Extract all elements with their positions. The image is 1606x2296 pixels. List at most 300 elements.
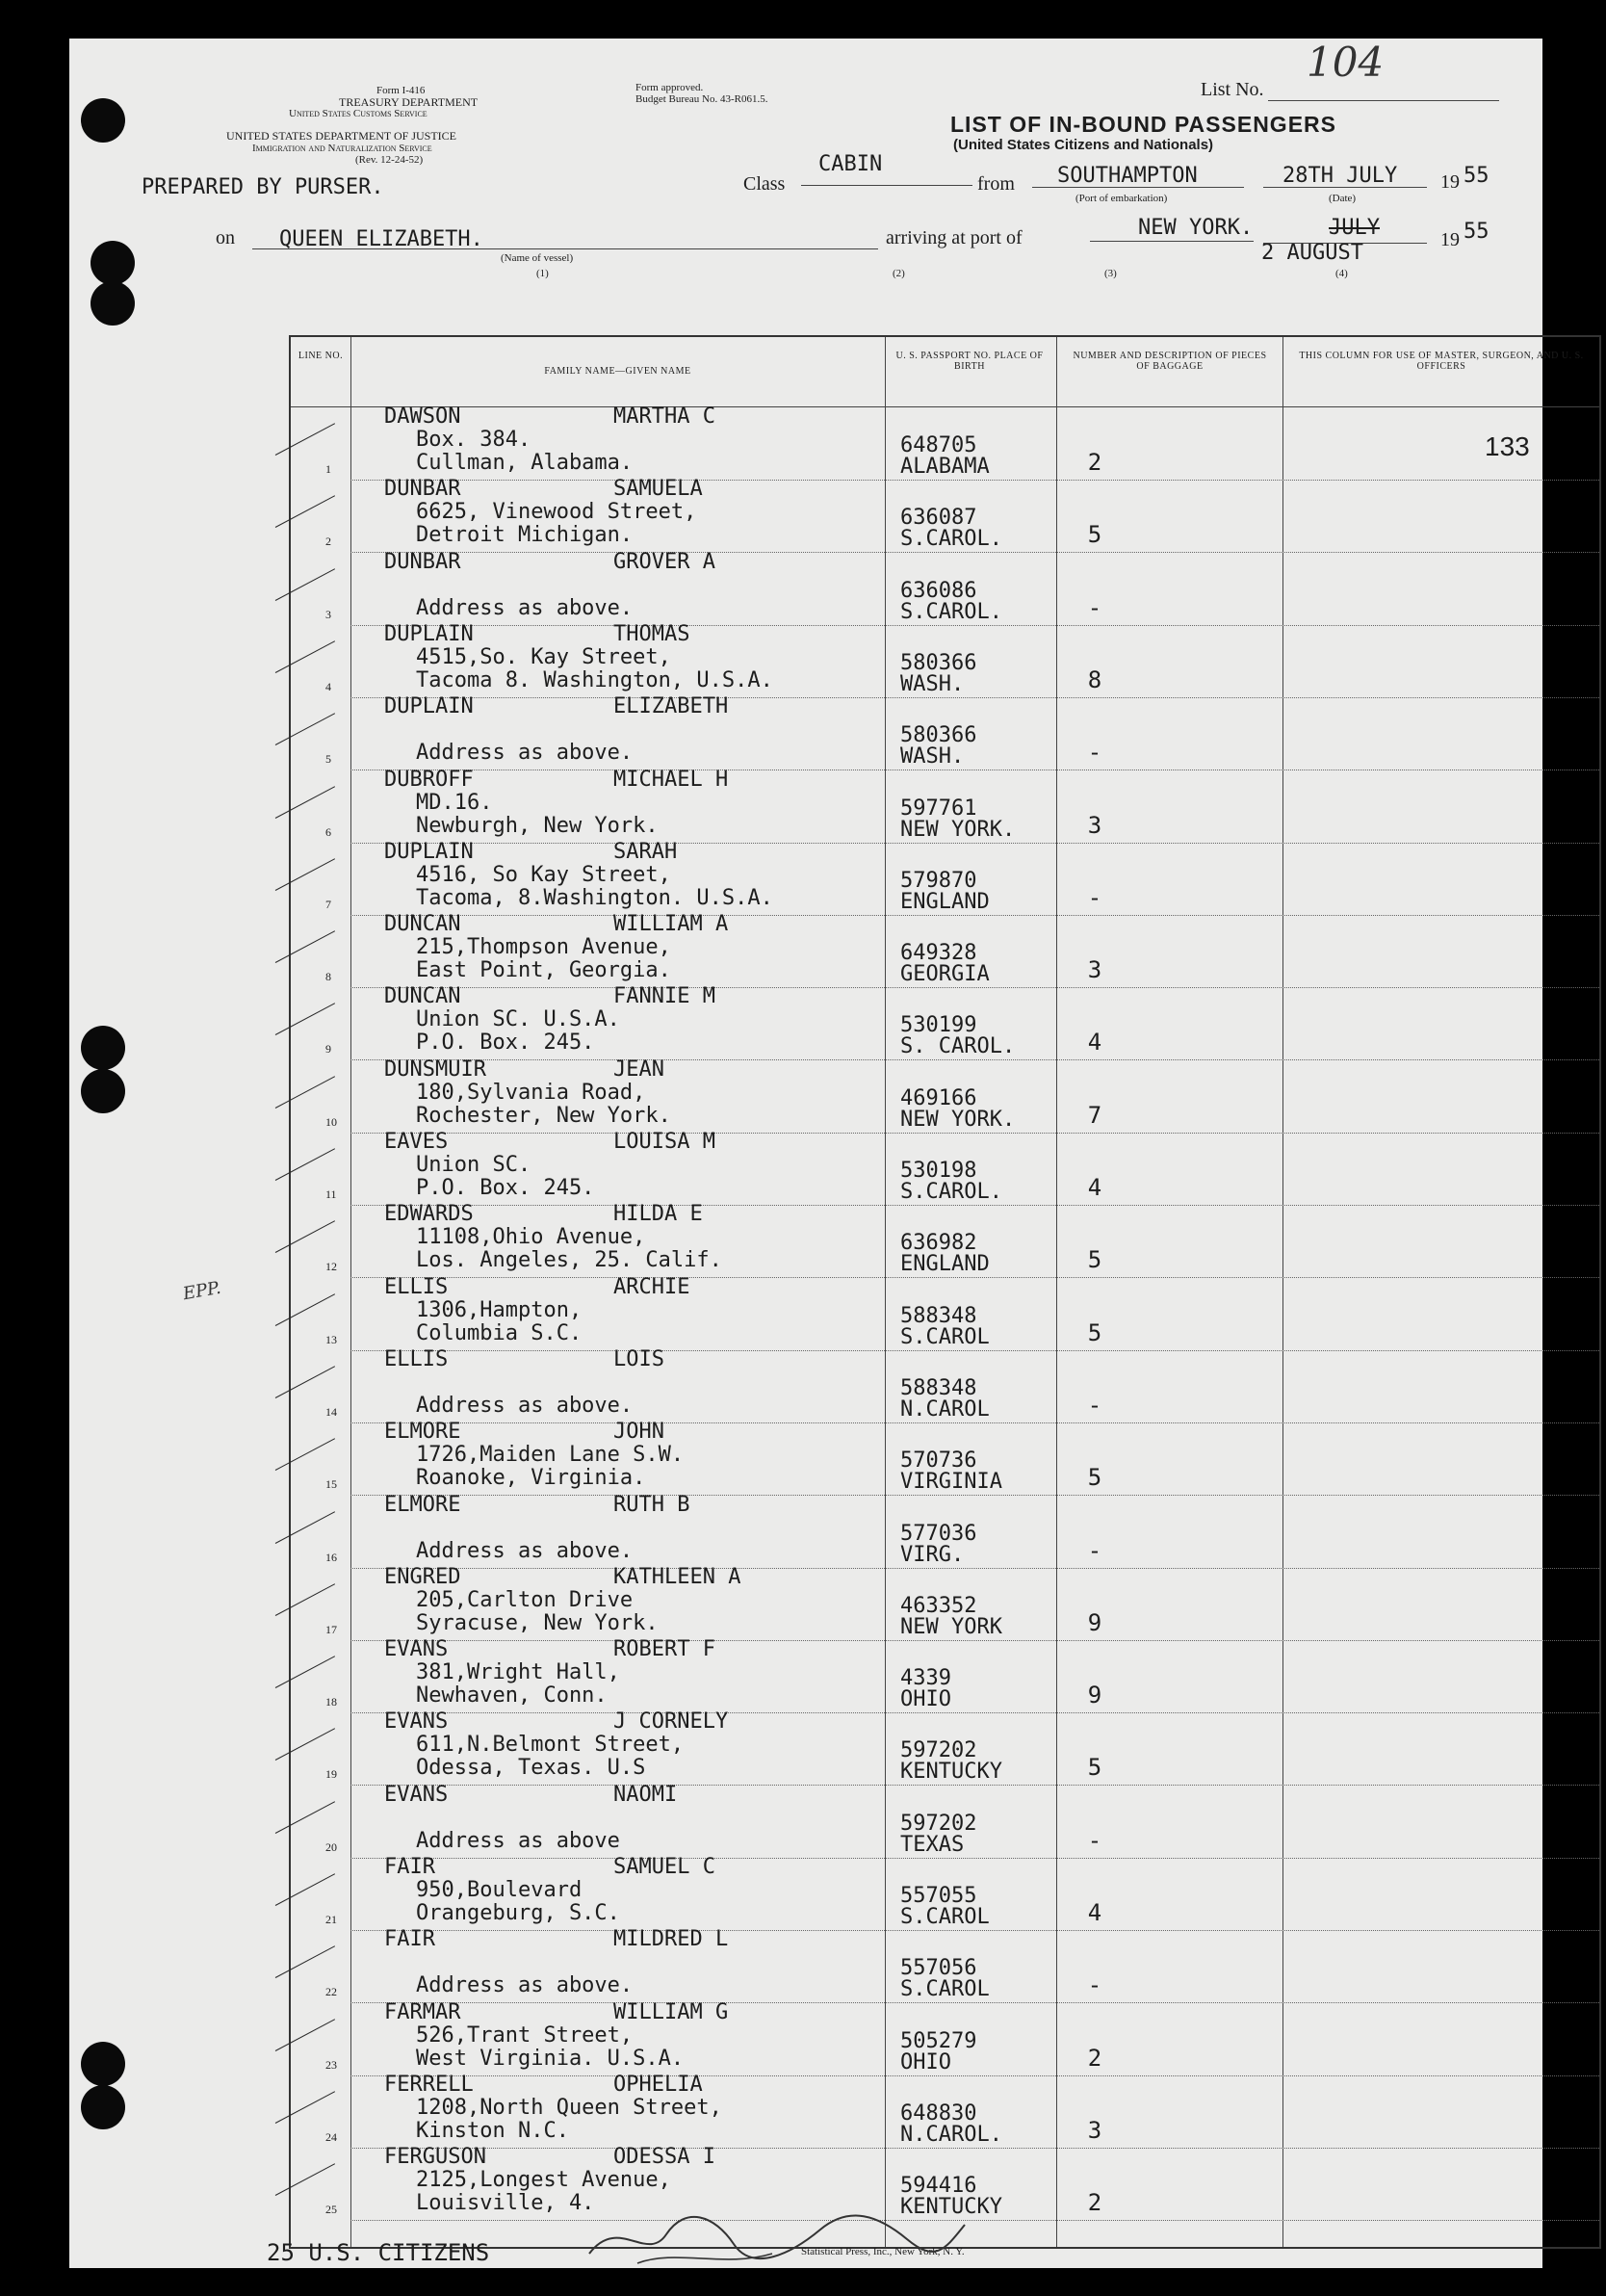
header-passport: U. S. PASSPORT NO. PLACE OF BIRTH: [895, 351, 1044, 372]
line-number: 24: [325, 2129, 337, 2144]
family-name: ENGRED: [384, 1564, 461, 1589]
arrival-date: 2 AUGUST: [1261, 241, 1363, 265]
family-name: DUNBAR: [384, 477, 461, 502]
passport-number: 636087: [900, 506, 977, 531]
family-name: EVANS: [384, 1637, 449, 1662]
passport-number: 577036: [900, 1521, 977, 1546]
passport-number: 597202: [900, 1738, 977, 1763]
family-name: FAIR: [384, 1855, 435, 1879]
total-citizens: 25 U.S. CITIZENS: [267, 2239, 490, 2266]
check-mark: [275, 1076, 335, 1109]
table-row: [291, 984, 1599, 1060]
table-row: [291, 839, 1599, 916]
place-of-birth: VIRG.: [900, 1542, 965, 1567]
family-name: DUNSMUIR: [384, 1057, 486, 1082]
header-officers: THIS COLUMN FOR USE OF MASTER, SURGEON, AND U. S. OFFICERS: [1299, 351, 1584, 372]
caption-3: (3): [1104, 268, 1117, 279]
punch-hole: [91, 281, 135, 326]
line-number: 25: [325, 2203, 337, 2217]
date-caption: (Date): [1329, 193, 1357, 204]
passport-number: 636982: [900, 1231, 977, 1256]
approved-note: Form approved.: [635, 82, 704, 93]
passport-number: 469166: [900, 1085, 977, 1110]
port-line: [1090, 241, 1254, 242]
address-line-1: 381,Wright Hall,: [416, 1660, 620, 1685]
baggage-count: 2: [1087, 2044, 1102, 2072]
address-line-1: 4516, So Kay Street,: [416, 862, 671, 887]
address-line-2: P.O. Box. 245.: [416, 1176, 595, 1200]
passport-number: 530199: [900, 1013, 977, 1038]
given-name: JOHN: [613, 1420, 664, 1445]
table-row: [291, 1202, 1599, 1278]
given-name: SAMUELA: [613, 477, 703, 502]
given-name: SAMUEL C: [613, 1855, 715, 1879]
place-of-birth: GEORGIA: [900, 962, 990, 987]
place-of-birth: NEW YORK.: [900, 817, 1016, 842]
arrival-port: NEW YORK.: [1138, 216, 1254, 240]
given-name: J CORNELY: [613, 1709, 729, 1735]
vessel-name: QUEEN ELIZABETH.: [279, 227, 483, 251]
line-number: 16: [325, 1550, 337, 1564]
line-number: 2: [325, 535, 331, 549]
table-row: [291, 549, 1599, 626]
place-of-birth: N.CAROL.: [900, 2122, 1002, 2147]
table-row: [291, 1274, 1599, 1351]
check-mark: [275, 1293, 335, 1326]
passport-number: 505279: [900, 2028, 977, 2053]
address-line-1: Box. 384.: [416, 428, 531, 452]
header-name: FAMILY NAME—GIVEN NAME: [544, 366, 691, 377]
check-mark: [275, 1004, 335, 1036]
address-line-2: Odessa, Texas. U.S: [416, 1756, 646, 1781]
vessel-line: [252, 248, 878, 249]
check-mark: [275, 1438, 335, 1471]
place-of-birth: OHIO: [900, 1687, 951, 1712]
table-row: [291, 1855, 1599, 1931]
printer-credit: Statistical Press, Inc., New York, N. Y.: [801, 2246, 965, 2257]
place-of-birth: VIRGINIA: [900, 1470, 1002, 1495]
check-mark: [275, 1801, 335, 1834]
line-number: 21: [325, 1913, 337, 1926]
given-name: THOMAS: [613, 621, 690, 646]
address-line-2: Los. Angeles, 25. Calif.: [416, 1248, 722, 1273]
address-line-1: 215,Thompson Avenue,: [416, 935, 671, 960]
table-row: [291, 1999, 1599, 2076]
address-line-2: Address as above.: [416, 1973, 634, 1998]
given-name: ELIZABETH: [613, 694, 729, 719]
check-mark: [275, 640, 335, 673]
list-no-label: List No.: [1201, 79, 1264, 100]
arriving-label: arriving at port of: [886, 227, 1023, 248]
place-of-birth: KENTUCKY: [900, 1760, 1002, 1785]
place-of-birth: ALABAMA: [900, 455, 990, 479]
punch-hole: [81, 2042, 125, 2086]
punch-hole: [81, 98, 125, 143]
given-name: FANNIE M: [613, 984, 715, 1009]
given-name: OPHELIA: [613, 2072, 703, 2097]
given-name: HILDA E: [613, 1202, 703, 1227]
family-name: FAIR: [384, 1927, 435, 1952]
baggage-count: 5: [1087, 1246, 1102, 1274]
baggage-count: 3: [1087, 2116, 1102, 2144]
table-row: [291, 621, 1599, 698]
given-name: WILLIAM G: [613, 1999, 729, 2024]
baggage-count: 5: [1087, 521, 1102, 549]
passenger-table: [289, 335, 1601, 2249]
passport-number: 597761: [900, 796, 977, 821]
check-mark: [275, 786, 335, 819]
address-line-2: Detroit Michigan.: [416, 523, 634, 548]
baggage-count: -: [1087, 739, 1102, 767]
year-2: 55: [1464, 220, 1489, 244]
address-line-1: 1208,North Queen Street,: [416, 2095, 722, 2120]
prepared-by: PREPARED BY PURSER.: [142, 175, 384, 199]
line-number: 11: [325, 1187, 337, 1201]
address-line-2: Address as above: [416, 1828, 620, 1853]
address-line-2: Cullman, Alabama.: [416, 451, 634, 475]
line-number: 6: [325, 824, 331, 839]
line-number: 15: [325, 1477, 337, 1492]
table-row: [291, 1420, 1599, 1496]
check-mark: [275, 1220, 335, 1253]
address-line-1: 1726,Maiden Lane S.W.: [416, 1443, 685, 1468]
margin-note: EPP.: [181, 1277, 222, 1305]
family-name: DUPLAIN: [384, 694, 474, 719]
given-name: LOUISA M: [613, 1130, 715, 1154]
given-name: MARTHA C: [613, 404, 715, 429]
baggage-count: 5: [1087, 1318, 1102, 1346]
budget-bureau: Budget Bureau No. 43-R061.5.: [635, 93, 768, 105]
place-of-birth: TEXAS: [900, 1832, 965, 1857]
place-of-birth: S. CAROL.: [900, 1034, 1016, 1059]
year-prefix-2: 19: [1440, 229, 1460, 250]
given-name: GROVER A: [613, 549, 715, 574]
address-line-2: Louisville, 4.: [416, 2191, 595, 2216]
address-line-1: Union SC. U.S.A.: [416, 1007, 620, 1032]
check-mark: [275, 495, 335, 528]
address-line-2: East Point, Georgia.: [416, 958, 671, 983]
check-mark: [275, 423, 335, 456]
passport-number: 557056: [900, 1956, 977, 1981]
address-line-1: 180,Sylvania Road,: [416, 1080, 646, 1105]
address-line-2: Address as above.: [416, 1538, 634, 1563]
passport-number: 597202: [900, 1811, 977, 1836]
place-of-birth: S.CAROL.: [900, 527, 1002, 552]
passport-number: 588348: [900, 1303, 977, 1328]
passport-number: 636086: [900, 578, 977, 603]
family-name: DUNCAN: [384, 912, 461, 937]
port-of-embarkation: SOUTHAMPTON: [1057, 164, 1198, 188]
address-line-2: Address as above.: [416, 741, 634, 766]
customs-service: United States Customs Service: [289, 108, 427, 119]
address-line-2: Tacoma 8. Washington, U.S.A.: [416, 667, 773, 692]
address-line-1: MD.16.: [416, 790, 493, 815]
baggage-count: 5: [1087, 1464, 1102, 1492]
dept-treasury: TREASURY DEPARTMENT: [339, 95, 479, 109]
line-number: 12: [325, 1260, 337, 1274]
family-name: FERGUSON: [384, 2145, 486, 2170]
passport-number: 580366: [900, 723, 977, 748]
place-of-birth: WASH.: [900, 744, 965, 770]
family-name: DUPLAIN: [384, 621, 474, 646]
line-number: 13: [325, 1332, 337, 1346]
line-number: 14: [325, 1404, 337, 1419]
address-line-2: West Virginia. U.S.A.: [416, 2046, 685, 2071]
given-name: MILDRED L: [613, 1927, 729, 1952]
baggage-count: 9: [1087, 1608, 1102, 1636]
place-of-birth: S.CAROL: [900, 1977, 990, 2002]
arrival-line: [1263, 243, 1427, 244]
revision: (Rev. 12-24-52): [355, 154, 424, 166]
check-mark: [275, 2163, 335, 2196]
baggage-count: -: [1087, 1971, 1102, 1999]
line-number: 22: [325, 1985, 337, 1999]
family-name: EAVES: [384, 1130, 449, 1154]
struck-month: JULY: [1329, 216, 1380, 240]
table-row: [291, 1130, 1599, 1206]
check-mark: [275, 1366, 335, 1398]
table-row: [291, 694, 1599, 770]
passport-number: 649328: [900, 941, 977, 966]
line-number: 8: [325, 970, 331, 984]
line-number: 17: [325, 1622, 337, 1636]
family-name: FERRELL: [384, 2072, 474, 2097]
given-name: MICHAEL H: [613, 767, 729, 792]
header-line-no: LINE NO.: [298, 351, 344, 361]
baggage-count: 4: [1087, 1174, 1102, 1201]
line-number: 18: [325, 1695, 337, 1709]
class-line: [801, 185, 972, 186]
passport-number: 570736: [900, 1448, 977, 1474]
table-row: [291, 1782, 1599, 1859]
check-mark: [275, 1656, 335, 1688]
place-of-birth: ENGLAND: [900, 1252, 990, 1277]
date-line: [1263, 187, 1427, 188]
check-mark: [275, 1873, 335, 1906]
address-line-1: 1306,Hampton,: [416, 1297, 583, 1322]
address-line-2: Address as above.: [416, 1393, 634, 1418]
table-row: [291, 1564, 1599, 1641]
table-row: [291, 767, 1599, 844]
table-row: [291, 404, 1599, 481]
table-row: [291, 477, 1599, 553]
place-of-birth: S.CAROL.: [900, 1180, 1002, 1204]
baggage-count: 7: [1087, 1101, 1102, 1129]
address-line-2: Roanoke, Virginia.: [416, 1466, 646, 1491]
baggage-count: -: [1087, 593, 1102, 621]
passport-number: 588348: [900, 1375, 977, 1400]
caption-4: (4): [1335, 268, 1348, 279]
document-subtitle: (United States Citizens and Nationals): [953, 137, 1214, 153]
check-mark: [275, 1511, 335, 1544]
passport-number: 648830: [900, 2100, 977, 2126]
address-line-2: P.O. Box. 245.: [416, 1031, 595, 1056]
passport-number: 530198: [900, 1159, 977, 1183]
family-name: ELLIS: [384, 1274, 449, 1299]
family-name: DUBROFF: [384, 767, 474, 792]
header-baggage: NUMBER AND DESCRIPTION OF PIECES OF BAGGAGE: [1073, 351, 1267, 372]
punch-hole: [81, 2085, 125, 2129]
address-line-2: Orangeburg, S.C.: [416, 1901, 620, 1925]
caption-2: (2): [893, 268, 905, 279]
passport-number: 648705: [900, 433, 977, 457]
check-mark: [275, 2091, 335, 2124]
baggage-count: 8: [1087, 665, 1102, 693]
list-no-line: [1268, 100, 1499, 101]
list-no-value: 104: [1307, 39, 1385, 86]
from-label: from: [977, 173, 1015, 195]
family-name: DUPLAIN: [384, 839, 474, 864]
table-row: [291, 1637, 1599, 1713]
check-mark: [275, 1945, 335, 1978]
baggage-count: -: [1087, 1391, 1102, 1419]
given-name: ARCHIE: [613, 1274, 690, 1299]
check-mark: [275, 1148, 335, 1181]
baggage-count: -: [1087, 1826, 1102, 1854]
address-line-2: Kinston N.C.: [416, 2118, 569, 2143]
given-name: KATHLEEN A: [613, 1564, 741, 1589]
address-line-1: 526,Trant Street,: [416, 2022, 634, 2048]
check-mark: [275, 858, 335, 891]
place-of-birth: N.CAROL: [900, 1396, 990, 1422]
address-line-1: 11108,Ohio Avenue,: [416, 1225, 646, 1250]
vessel-caption: (Name of vessel): [501, 252, 574, 264]
address-line-1: 6625, Vinewood Street,: [416, 500, 697, 525]
table-row: [291, 1927, 1599, 2003]
given-name: RUTH B: [613, 1492, 690, 1517]
address-line-1: Union SC.: [416, 1153, 531, 1177]
document-title: LIST OF IN-BOUND PASSENGERS: [950, 112, 1336, 137]
family-name: ELMORE: [384, 1492, 461, 1517]
passport-number: 557055: [900, 1884, 977, 1908]
check-mark: [275, 1729, 335, 1761]
address-line-2: Tacoma, 8.Washington. U.S.A.: [416, 885, 773, 910]
line-number: 5: [325, 752, 331, 767]
given-name: NAOMI: [613, 1782, 678, 1807]
check-mark: [275, 568, 335, 601]
baggage-count: 4: [1087, 1899, 1102, 1926]
place-of-birth: WASH.: [900, 671, 965, 696]
place-of-birth: KENTUCKY: [900, 2195, 1002, 2220]
check-mark: [275, 1583, 335, 1616]
baggage-count: -: [1087, 1536, 1102, 1564]
line-number: 23: [325, 2057, 337, 2072]
ins-service: Immigration and Naturalization Service: [252, 143, 432, 154]
family-name: EDWARDS: [384, 1202, 474, 1227]
officer-note: 133: [1485, 431, 1530, 461]
family-name: DUNCAN: [384, 984, 461, 1009]
address-line-2: Syracuse, New York.: [416, 1610, 659, 1635]
given-name: ODESSA I: [613, 2145, 715, 2170]
baggage-count: 3: [1087, 956, 1102, 984]
line-number: 9: [325, 1042, 331, 1057]
year-prefix: 19: [1440, 171, 1460, 193]
table-row: [291, 912, 1599, 988]
baggage-count: 5: [1087, 1754, 1102, 1782]
on-label: on: [216, 227, 235, 248]
place-of-birth: ENGLAND: [900, 889, 990, 914]
baggage-count: 2: [1087, 449, 1102, 476]
form-number: Form I-416: [376, 85, 426, 96]
place-of-birth: S.CAROL: [900, 1905, 990, 1929]
passport-number: 580366: [900, 650, 977, 675]
class-value: CABIN: [818, 152, 883, 176]
table-row: [291, 1346, 1599, 1423]
signature: [580, 2196, 984, 2273]
family-name: DAWSON: [384, 404, 461, 429]
baggage-count: 4: [1087, 1029, 1102, 1057]
address-line-2: Newhaven, Conn.: [416, 1683, 608, 1709]
line-number: 20: [325, 1839, 337, 1854]
given-name: SARAH: [613, 839, 678, 864]
baggage-count: -: [1087, 883, 1102, 911]
table-row: [291, 1492, 1599, 1569]
passport-number: 594416: [900, 2174, 977, 2199]
dept-justice: UNITED STATES DEPARTMENT OF JUSTICE: [226, 129, 457, 143]
line-number: 1: [325, 462, 331, 476]
check-mark: [275, 2019, 335, 2051]
address-line-2: Rochester, New York.: [416, 1103, 671, 1128]
table-row: [291, 1057, 1599, 1134]
passport-number: 579870: [900, 868, 977, 893]
address-line-1: 205,Carlton Drive: [416, 1587, 634, 1612]
departure-date: 28TH JULY: [1282, 164, 1398, 188]
punch-hole: [81, 1069, 125, 1113]
check-mark: [275, 930, 335, 963]
address-line-2: Columbia S.C.: [416, 1320, 583, 1345]
place-of-birth: NEW YORK.: [900, 1107, 1016, 1132]
family-name: EVANS: [384, 1782, 449, 1807]
line-number: 19: [325, 1767, 337, 1782]
family-name: DUNBAR: [384, 549, 461, 574]
from-line: [1032, 187, 1244, 188]
address-line-2: Address as above.: [416, 595, 634, 620]
passport-number: 4339: [900, 1666, 951, 1691]
table-row: [291, 2072, 1599, 2149]
address-line-1: 4515,So. Kay Street,: [416, 644, 671, 669]
line-number: 7: [325, 897, 331, 911]
baggage-count: 3: [1087, 811, 1102, 839]
place-of-birth: S.CAROL.: [900, 599, 1002, 624]
family-name: FARMAR: [384, 1999, 461, 2024]
given-name: JEAN: [613, 1057, 664, 1082]
table-row: [291, 1709, 1599, 1786]
given-name: LOIS: [613, 1346, 664, 1371]
line-number: 10: [325, 1114, 337, 1129]
address-line-1: 2125,Longest Avenue,: [416, 2168, 671, 2193]
family-name: ELMORE: [384, 1420, 461, 1445]
punch-hole: [81, 1026, 125, 1070]
passport-number: 463352: [900, 1593, 977, 1618]
address-line-1: 950,Boulevard: [416, 1878, 583, 1902]
class-label: Class: [743, 173, 786, 195]
punch-hole: [91, 241, 135, 285]
given-name: WILLIAM A: [613, 912, 729, 937]
place-of-birth: OHIO: [900, 2049, 951, 2074]
line-number: 3: [325, 607, 331, 621]
embark-caption: (Port of embarkation): [1075, 193, 1168, 204]
place-of-birth: NEW YORK: [900, 1614, 1002, 1639]
caption-1: (1): [536, 268, 549, 279]
baggage-count: 9: [1087, 1682, 1102, 1709]
address-line-1: 611,N.Belmont Street,: [416, 1733, 685, 1758]
document-page: [69, 39, 1584, 2268]
year: 55: [1464, 164, 1489, 188]
baggage-count: 2: [1087, 2189, 1102, 2217]
line-number: 4: [325, 679, 331, 693]
given-name: ROBERT F: [613, 1637, 715, 1662]
family-name: ELLIS: [384, 1346, 449, 1371]
